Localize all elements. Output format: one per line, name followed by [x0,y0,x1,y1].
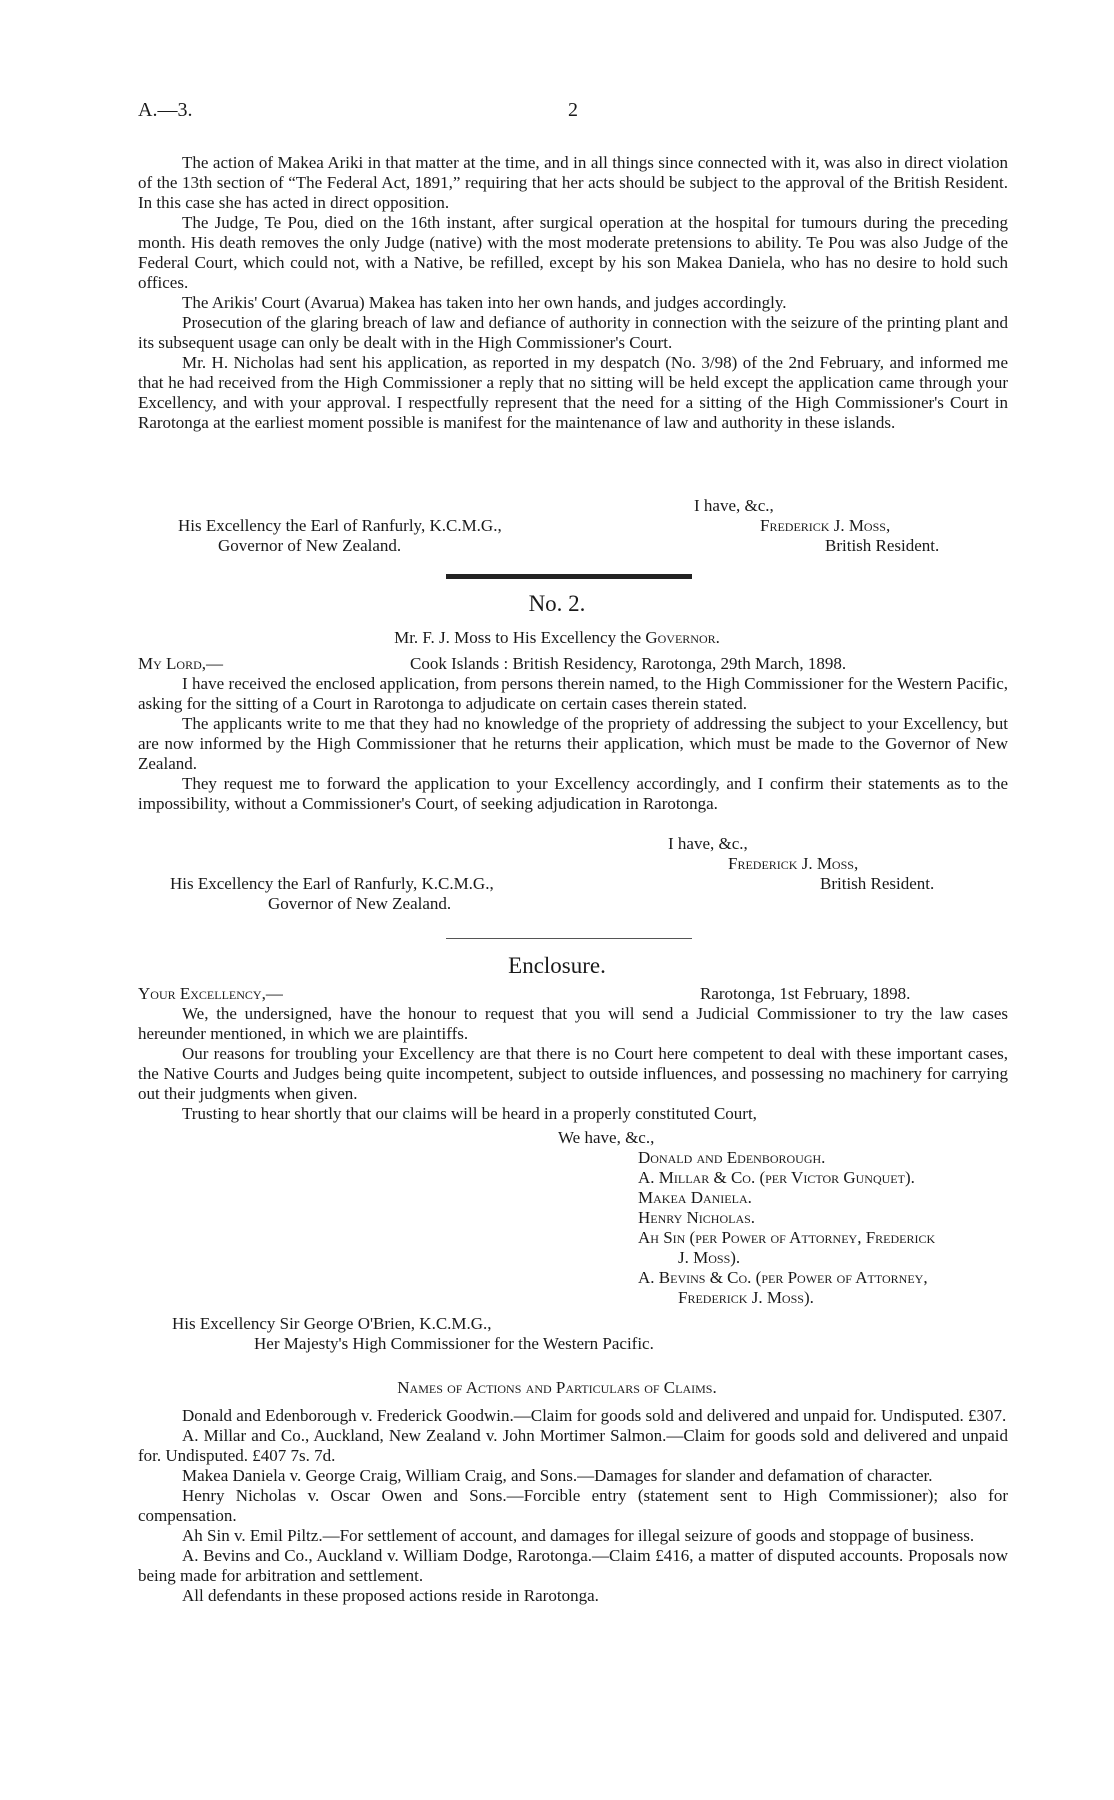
addressee-line-2: Governor of New Zealand. [218,536,402,555]
paragraph: The Judge, Te Pou, died on the 16th instant, after surgical operation at the hospital for tumours during the preceding month. His death removes the only Judge (native) with the most moderate pretensions to ability. Te Pou was also Judge of the Federal Court, which could not, with a Native, be refilled, except by his son Makea Daniela, who has no desire to hold such offices. [138,213,1008,292]
salutation: Your Excellency,— [138,984,283,1003]
claim-item: A. Bevins and Co., Auckland v. William Dodge, Rarotonga.—Claim £416, a matter of disputed accounts. Proposals now being made for arbitration and settlement. [138,1546,1008,1585]
claim-item: Makea Daniela v. George Craig, William Craig, and Sons.—Damages for slander and defamation of character. [182,1466,933,1485]
page-number: 2 [568,99,578,121]
section-heading-no2: No. 2. [528,591,586,616]
signatory: A. Millar & Co. (per Victor Gunquet). [638,1168,915,1187]
addressee-line-2: Governor of New Zealand. [268,894,452,913]
addressee-line-1: His Excellency the Earl of Ranfurly, K.C.M.G., [170,874,494,893]
signatory: Henry Nicholas. [638,1208,756,1227]
document-reference: A.—3. [138,99,193,121]
salutation: My Lord,— [138,654,224,673]
letter-body [138,674,1008,814]
claim-item: Donald and Edenborough v. Frederick Goodwin.—Claim for goods sold and delivered and unpaid for. Undisputed. £307. [182,1406,1007,1425]
claim-item: Henry Nicholas v. Oscar Owen and Sons.—Forcible entry (statement sent to High Commissioner); also for compensation. [138,1486,1008,1525]
signatory-title: British Resident. [820,874,935,893]
despatch-continuation [138,153,1008,433]
signatory: Ah Sin (per Power of Attorney, Frederick [638,1228,936,1247]
paragraph: They request me to forward the application to your Excellency accordingly, and I confirm their statements as to the impossibility, without a Commissioner's Court, of seeking adjudication in Rarotonga. [138,774,1008,813]
closing: I have, &c., [668,834,748,853]
section-divider [446,574,692,579]
paragraph: Prosecution of the glaring breach of law and defiance of authority in connection with the seizure of the printing plant and its subsequent usage can only be dealt with in the High Commissioner's Court. [138,313,1008,352]
section-subheading: Mr. F. J. Moss to His Excellency the Governor. [394,628,720,647]
paragraph: We, the undersigned, have the honour to request that you will send a Judicial Commissioner to try the law cases hereunder mentioned, in which we are plaintiffs. [138,1004,1008,1043]
signatory: Frederick J. Moss, [760,516,891,535]
closing: I have, &c., [694,496,774,515]
addressee-line-1: His Excellency the Earl of Ranfurly, K.C.M.G., [178,516,502,535]
claim-item: A. Millar and Co., Auckland, New Zealand v. John Mortimer Salmon.—Claim for goods sold and delivered and unpaid for. Undisputed. £407 7s. 7d. [138,1426,1008,1465]
closing: We have, &c., [558,1128,655,1147]
signatory: Donald and Edenborough. [638,1148,826,1167]
paragraph: I have received the enclosed application, from persons therein named, to the High Commissioner for the Western Pacific, asking for the sitting of a Court in Rarotonga to adjudicate on certain cases therein stated. [138,674,1008,713]
signatories-list [638,1148,935,1308]
signatory-title: British Resident. [825,536,940,555]
signatory: Frederick J. Moss). [678,1288,814,1307]
enclosure-body [138,1004,1008,1124]
dateline: Cook Islands : British Residency, Rarotonga, 29th March, 1898. [410,654,847,673]
section-divider [446,938,692,939]
dateline: Rarotonga, 1st February, 1898. [700,984,911,1003]
paragraph: Mr. H. Nicholas had sent his application, as reported in my despatch (No. 3/98) of the 2nd February, and informed me that he had received from the High Commissioner a reply that no sitting will be held except the application came through your Excellency, and with your approval. I respectfully represent that the need for a sitting of the High Commissioner's Court in Rarotonga at the earliest moment possible is manifest for the maintenance of law and authority in these islands. [138,353,1008,432]
claim-item: Ah Sin v. Emil Piltz.—For settlement of account, and damages for illegal seizure of goods and stoppage of business. [182,1526,975,1545]
paragraph: The action of Makea Ariki in that matter at the time, and in all things since connected with it, was also in direct violation of the 13th section of “The Federal Act, 1891,” requiring that her acts should be subject to the approval of the British Resident. In this case she has acted in direct opposition. [138,153,1008,212]
paragraph: Our reasons for troubling your Excellency are that there is no Court here competent to deal with these important cases, the Native Courts and Judges being quite incompetent, subject to outside influences, and possessing no machinery for carrying out their judgments when given. [138,1044,1008,1103]
signatory: Makea Daniela. [638,1188,752,1207]
paragraph: The Arikis' Court (Avarua) Makea has taken into her own hands, and judges accordingly. [182,293,787,312]
signatory: J. Moss). [678,1248,741,1267]
claim-item: All defendants in these proposed actions reside in Rarotonga. [182,1586,599,1605]
addressee-line-1: His Excellency Sir George O'Brien, K.C.M.G., [172,1314,492,1333]
addressee-line-2: Her Majesty's High Commissioner for the Western Pacific. [254,1334,654,1353]
signatory: A. Bevins & Co. (per Power of Attorney, [638,1268,928,1287]
claims-list [138,1406,1008,1606]
signatory: Frederick J. Moss, [728,854,859,873]
claims-heading: Names of Actions and Particulars of Claims. [397,1378,717,1397]
paragraph: The applicants write to me that they had no knowledge of the propriety of addressing the subject to your Excellency, but are now informed by the High Commissioner that he returns their application, which must be made to the Governor of New Zealand. [138,714,1008,773]
paragraph: Trusting to hear shortly that our claims will be heard in a properly constituted Court, [182,1104,757,1123]
enclosure-heading: Enclosure. [508,953,606,978]
